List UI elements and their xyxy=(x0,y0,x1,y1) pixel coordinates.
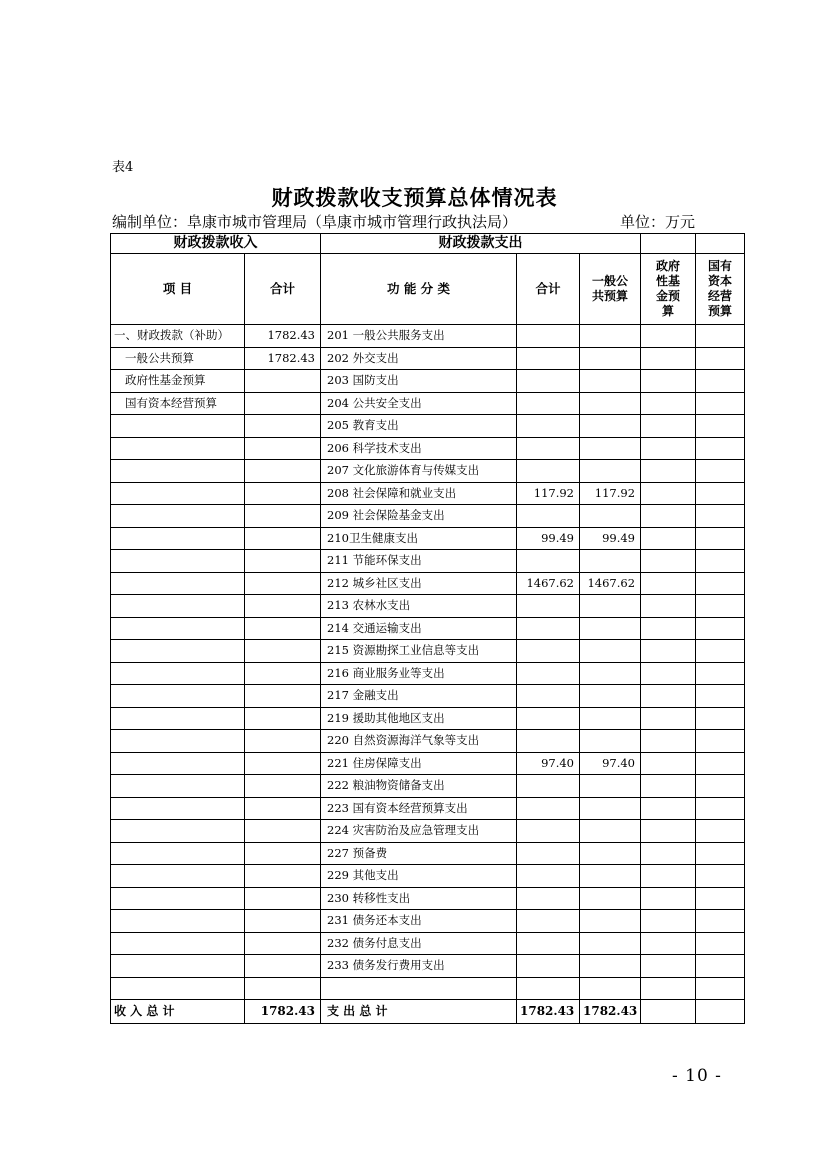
expense-section-header: 财政拨款支出 xyxy=(321,234,641,254)
table-row xyxy=(111,370,745,393)
gov-fund-cell xyxy=(641,460,696,483)
gov-fund-cell xyxy=(641,932,696,955)
income-amount-cell xyxy=(245,977,321,1000)
gov-fund-cell xyxy=(641,437,696,460)
general-budget-cell xyxy=(580,437,641,460)
income-grand-total: 1782.43 xyxy=(245,1000,321,1024)
table-row xyxy=(111,842,745,865)
income-item-cell xyxy=(111,595,245,618)
gov-fund-cell xyxy=(641,887,696,910)
gov-fund-cell xyxy=(641,685,696,708)
function-category-cell: 231 债务还本支出 xyxy=(321,910,517,933)
gov-fund-cell xyxy=(641,730,696,753)
general-budget-cell xyxy=(580,730,641,753)
state-capital-cell xyxy=(696,977,745,1000)
table-row xyxy=(111,505,745,528)
expense-total-cell xyxy=(517,415,580,438)
income-item-cell xyxy=(111,550,245,573)
table-row xyxy=(111,685,745,708)
function-category-cell: 222 粮油物资储备支出 xyxy=(321,775,517,798)
section-header-row xyxy=(111,234,745,254)
income-amount-cell xyxy=(245,662,321,685)
state-capital-cell xyxy=(696,437,745,460)
gov-fund-cell xyxy=(641,482,696,505)
function-category-cell: 216 商业服务业等支出 xyxy=(321,662,517,685)
state-capital-cell xyxy=(696,550,745,573)
gov-fund-cell xyxy=(641,572,696,595)
column-header-row xyxy=(111,254,745,325)
header-state-capital-budget: 国有资本经营预算 xyxy=(696,254,745,325)
income-amount-cell xyxy=(245,797,321,820)
expense-total-cell: 99.49 xyxy=(517,527,580,550)
gov-fund-cell xyxy=(641,820,696,843)
function-category-cell: 217 金融支出 xyxy=(321,685,517,708)
state-capital-cell xyxy=(696,932,745,955)
function-category-cell: 227 预备费 xyxy=(321,842,517,865)
table-row xyxy=(111,707,745,730)
general-budget-cell xyxy=(580,617,641,640)
income-amount-cell xyxy=(245,730,321,753)
general-budget-cell xyxy=(580,595,641,618)
table-row xyxy=(111,617,745,640)
header-function: 功 能 分 类 xyxy=(321,254,517,325)
function-category-cell: 224 灾害防治及应急管理支出 xyxy=(321,820,517,843)
general-budget-cell xyxy=(580,460,641,483)
gov-fund-cell xyxy=(641,797,696,820)
gov-fund-cell xyxy=(641,325,696,348)
header-income-total: 合计 xyxy=(245,254,321,325)
expense-total-cell xyxy=(517,910,580,933)
income-amount-cell xyxy=(245,392,321,415)
gov-fund-cell xyxy=(641,550,696,573)
general-budget-cell xyxy=(580,932,641,955)
state-capital-cell xyxy=(696,842,745,865)
income-item-cell xyxy=(111,977,245,1000)
general-budget-cell xyxy=(580,865,641,888)
table-number-label: 表4 xyxy=(112,160,134,175)
table-row xyxy=(111,865,745,888)
function-category-cell: 232 债务付息支出 xyxy=(321,932,517,955)
income-amount-cell xyxy=(245,370,321,393)
gov-fund-cell xyxy=(641,775,696,798)
income-item-cell xyxy=(111,527,245,550)
income-item-cell xyxy=(111,820,245,843)
general-budget-cell xyxy=(580,550,641,573)
table-row xyxy=(111,572,745,595)
general-budget-cell xyxy=(580,842,641,865)
income-item-cell xyxy=(111,415,245,438)
state-capital-cell xyxy=(696,595,745,618)
income-amount-cell xyxy=(245,910,321,933)
income-amount-cell xyxy=(245,865,321,888)
expense-total-cell xyxy=(517,392,580,415)
income-amount-cell xyxy=(245,707,321,730)
gov-fund-cell xyxy=(641,370,696,393)
state-capital-cell xyxy=(696,347,745,370)
function-category-cell: 208 社会保障和就业支出 xyxy=(321,482,517,505)
expense-total-cell xyxy=(517,932,580,955)
income-amount-cell xyxy=(245,527,321,550)
state-capital-cell xyxy=(696,392,745,415)
function-category-cell: 233 债务发行费用支出 xyxy=(321,955,517,978)
gov-fund-cell xyxy=(641,527,696,550)
expense-total-cell xyxy=(517,955,580,978)
state-capital-cell xyxy=(696,662,745,685)
state-capital-cell xyxy=(696,820,745,843)
expense-total-cell xyxy=(517,820,580,843)
gov-fund-grand-total xyxy=(641,1000,696,1024)
state-capital-cell xyxy=(696,460,745,483)
function-category-cell: 211 节能环保支出 xyxy=(321,550,517,573)
income-item-cell: 国有资本经营预算 xyxy=(111,392,245,415)
header-general-budget: 一般公共预算 xyxy=(580,254,641,325)
income-amount-cell xyxy=(245,752,321,775)
function-category-cell: 207 文化旅游体育与传媒支出 xyxy=(321,460,517,483)
income-amount-cell xyxy=(245,550,321,573)
general-budget-cell xyxy=(580,775,641,798)
general-budget-cell xyxy=(580,977,641,1000)
expense-total-cell xyxy=(517,977,580,1000)
income-item-cell xyxy=(111,482,245,505)
function-category-cell: 201 一般公共服务支出 xyxy=(321,325,517,348)
expense-total-cell xyxy=(517,325,580,348)
expense-total-cell xyxy=(517,887,580,910)
gov-fund-cell xyxy=(641,977,696,1000)
expense-total-cell xyxy=(517,685,580,708)
income-amount-cell: 1782.43 xyxy=(245,347,321,370)
state-capital-grand-total xyxy=(696,1000,745,1024)
function-category-cell xyxy=(321,977,517,1000)
general-budget-cell xyxy=(580,685,641,708)
function-category-cell: 206 科学技术支出 xyxy=(321,437,517,460)
income-item-cell xyxy=(111,730,245,753)
table-row xyxy=(111,640,745,663)
income-item-cell xyxy=(111,662,245,685)
table-row xyxy=(111,977,745,1000)
table-row xyxy=(111,347,745,370)
organization-label: 编制单位：阜康市城市管理局（阜康市城市管理行政执法局） xyxy=(112,213,518,231)
function-category-cell: 223 国有资本经营预算支出 xyxy=(321,797,517,820)
table-row xyxy=(111,527,745,550)
expense-total-cell xyxy=(517,797,580,820)
general-budget-cell xyxy=(580,955,641,978)
expense-total-cell xyxy=(517,505,580,528)
state-capital-cell xyxy=(696,865,745,888)
function-category-cell: 220 自然资源海洋气象等支出 xyxy=(321,730,517,753)
income-amount-cell: 1782.43 xyxy=(245,325,321,348)
gov-fund-cell xyxy=(641,347,696,370)
income-item-cell xyxy=(111,572,245,595)
function-category-cell: 229 其他支出 xyxy=(321,865,517,888)
function-category-cell: 215 资源勘探工业信息等支出 xyxy=(321,640,517,663)
general-budget-cell xyxy=(580,797,641,820)
income-item-cell xyxy=(111,797,245,820)
expense-total-cell: 97.40 xyxy=(517,752,580,775)
general-budget-cell xyxy=(580,325,641,348)
income-item-cell: 一、财政拨款（补助） xyxy=(111,325,245,348)
function-category-cell: 230 转移性支出 xyxy=(321,887,517,910)
expense-total-cell xyxy=(517,707,580,730)
table-row xyxy=(111,775,745,798)
income-item-cell xyxy=(111,932,245,955)
function-category-cell: 221 住房保障支出 xyxy=(321,752,517,775)
expense-total-label: 支 出 总 计 xyxy=(321,1000,517,1024)
income-amount-cell xyxy=(245,955,321,978)
state-capital-cell xyxy=(696,482,745,505)
table-row xyxy=(111,932,745,955)
income-item-cell xyxy=(111,707,245,730)
income-amount-cell xyxy=(245,932,321,955)
table-row xyxy=(111,460,745,483)
section-header-blank-2 xyxy=(696,234,745,254)
income-item-cell xyxy=(111,752,245,775)
table-row xyxy=(111,752,745,775)
income-amount-cell xyxy=(245,595,321,618)
state-capital-cell xyxy=(696,752,745,775)
income-item-cell xyxy=(111,460,245,483)
general-budget-cell xyxy=(580,662,641,685)
gov-fund-cell xyxy=(641,392,696,415)
income-item-cell xyxy=(111,437,245,460)
income-item-cell xyxy=(111,505,245,528)
expense-total-cell xyxy=(517,550,580,573)
state-capital-cell xyxy=(696,415,745,438)
gov-fund-cell xyxy=(641,415,696,438)
state-capital-cell xyxy=(696,640,745,663)
table-row xyxy=(111,437,745,460)
expense-total-cell xyxy=(517,662,580,685)
general-budget-cell: 117.92 xyxy=(580,482,641,505)
state-capital-cell xyxy=(696,797,745,820)
income-section-header: 财政拨款收入 xyxy=(111,234,321,254)
table-row xyxy=(111,820,745,843)
income-amount-cell xyxy=(245,617,321,640)
expense-total-cell xyxy=(517,842,580,865)
function-category-cell: 213 农林水支出 xyxy=(321,595,517,618)
expense-total-cell xyxy=(517,437,580,460)
function-category-cell: 204 公共安全支出 xyxy=(321,392,517,415)
gov-fund-cell xyxy=(641,505,696,528)
income-item-cell: 政府性基金预算 xyxy=(111,370,245,393)
income-item-cell xyxy=(111,887,245,910)
unit-label: 单位：万元 xyxy=(620,213,696,231)
expense-total-cell xyxy=(517,460,580,483)
income-amount-cell xyxy=(245,887,321,910)
income-amount-cell xyxy=(245,640,321,663)
general-budget-cell xyxy=(580,887,641,910)
state-capital-cell xyxy=(696,325,745,348)
income-amount-cell xyxy=(245,460,321,483)
function-category-cell: 214 交通运输支出 xyxy=(321,617,517,640)
gov-fund-cell xyxy=(641,910,696,933)
state-capital-cell xyxy=(696,887,745,910)
state-capital-cell xyxy=(696,707,745,730)
table-row xyxy=(111,595,745,618)
general-budget-cell: 99.49 xyxy=(580,527,641,550)
table-row xyxy=(111,955,745,978)
income-item-cell xyxy=(111,775,245,798)
function-category-cell: 205 教育支出 xyxy=(321,415,517,438)
income-total-label: 收 入 总 计 xyxy=(111,1000,245,1024)
document-title: 财政拨款收支预算总体情况表 xyxy=(271,185,558,210)
gov-fund-cell xyxy=(641,955,696,978)
income-amount-cell xyxy=(245,775,321,798)
income-amount-cell xyxy=(245,482,321,505)
state-capital-cell xyxy=(696,730,745,753)
expense-total-cell xyxy=(517,595,580,618)
table-row xyxy=(111,662,745,685)
state-capital-cell xyxy=(696,685,745,708)
gov-fund-cell xyxy=(641,595,696,618)
gov-fund-cell xyxy=(641,842,696,865)
income-amount-cell xyxy=(245,572,321,595)
income-item-cell xyxy=(111,685,245,708)
state-capital-cell xyxy=(696,370,745,393)
meta-line xyxy=(112,211,696,232)
income-amount-cell xyxy=(245,437,321,460)
gov-fund-cell xyxy=(641,752,696,775)
general-budget-cell xyxy=(580,392,641,415)
table-row xyxy=(111,730,745,753)
income-amount-cell xyxy=(245,505,321,528)
income-item-cell xyxy=(111,910,245,933)
header-item: 项 目 xyxy=(111,254,245,325)
general-budget-cell: 97.40 xyxy=(580,752,641,775)
expense-total-cell: 1467.62 xyxy=(517,572,580,595)
general-budget-cell xyxy=(580,347,641,370)
general-budget-cell xyxy=(580,370,641,393)
expense-total-cell xyxy=(517,617,580,640)
state-capital-cell xyxy=(696,775,745,798)
expense-grand-total: 1782.43 xyxy=(517,1000,580,1024)
total-row xyxy=(111,1000,745,1024)
section-header-blank-1 xyxy=(641,234,696,254)
table-row xyxy=(111,797,745,820)
table-row xyxy=(111,887,745,910)
page-number: - 10 - xyxy=(672,1066,722,1086)
state-capital-cell xyxy=(696,910,745,933)
expense-total-cell xyxy=(517,370,580,393)
income-amount-cell xyxy=(245,820,321,843)
general-budget-cell xyxy=(580,707,641,730)
function-category-cell: 202 外交支出 xyxy=(321,347,517,370)
function-category-cell: 219 援助其他地区支出 xyxy=(321,707,517,730)
income-item-cell xyxy=(111,842,245,865)
header-expense-total: 合计 xyxy=(517,254,580,325)
state-capital-cell xyxy=(696,505,745,528)
expense-total-cell xyxy=(517,865,580,888)
general-grand-total: 1782.43 xyxy=(580,1000,641,1024)
gov-fund-cell xyxy=(641,707,696,730)
table-row xyxy=(111,392,745,415)
general-budget-cell: 1467.62 xyxy=(580,572,641,595)
gov-fund-cell xyxy=(641,617,696,640)
income-item-cell xyxy=(111,617,245,640)
income-amount-cell xyxy=(245,415,321,438)
state-capital-cell xyxy=(696,955,745,978)
general-budget-cell xyxy=(580,415,641,438)
gov-fund-cell xyxy=(641,662,696,685)
state-capital-cell xyxy=(696,572,745,595)
general-budget-cell xyxy=(580,640,641,663)
function-category-cell: 212 城乡社区支出 xyxy=(321,572,517,595)
general-budget-cell xyxy=(580,820,641,843)
function-category-cell: 203 国防支出 xyxy=(321,370,517,393)
expense-total-cell: 117.92 xyxy=(517,482,580,505)
income-item-cell xyxy=(111,640,245,663)
table-row xyxy=(111,910,745,933)
budget-table xyxy=(110,233,745,1024)
expense-total-cell xyxy=(517,730,580,753)
state-capital-cell xyxy=(696,527,745,550)
income-item-cell xyxy=(111,865,245,888)
state-capital-cell xyxy=(696,617,745,640)
general-budget-cell xyxy=(580,505,641,528)
income-amount-cell xyxy=(245,685,321,708)
table-row xyxy=(111,415,745,438)
header-gov-fund-budget: 政府性基金预算 xyxy=(641,254,696,325)
expense-total-cell xyxy=(517,640,580,663)
table-row xyxy=(111,550,745,573)
table-row xyxy=(111,325,745,348)
gov-fund-cell xyxy=(641,865,696,888)
general-budget-cell xyxy=(580,910,641,933)
function-category-cell: 209 社会保险基金支出 xyxy=(321,505,517,528)
expense-total-cell xyxy=(517,775,580,798)
income-amount-cell xyxy=(245,842,321,865)
function-category-cell: 210卫生健康支出 xyxy=(321,527,517,550)
expense-total-cell xyxy=(517,347,580,370)
income-item-cell: 一般公共预算 xyxy=(111,347,245,370)
table-row xyxy=(111,482,745,505)
income-item-cell xyxy=(111,955,245,978)
gov-fund-cell xyxy=(641,640,696,663)
